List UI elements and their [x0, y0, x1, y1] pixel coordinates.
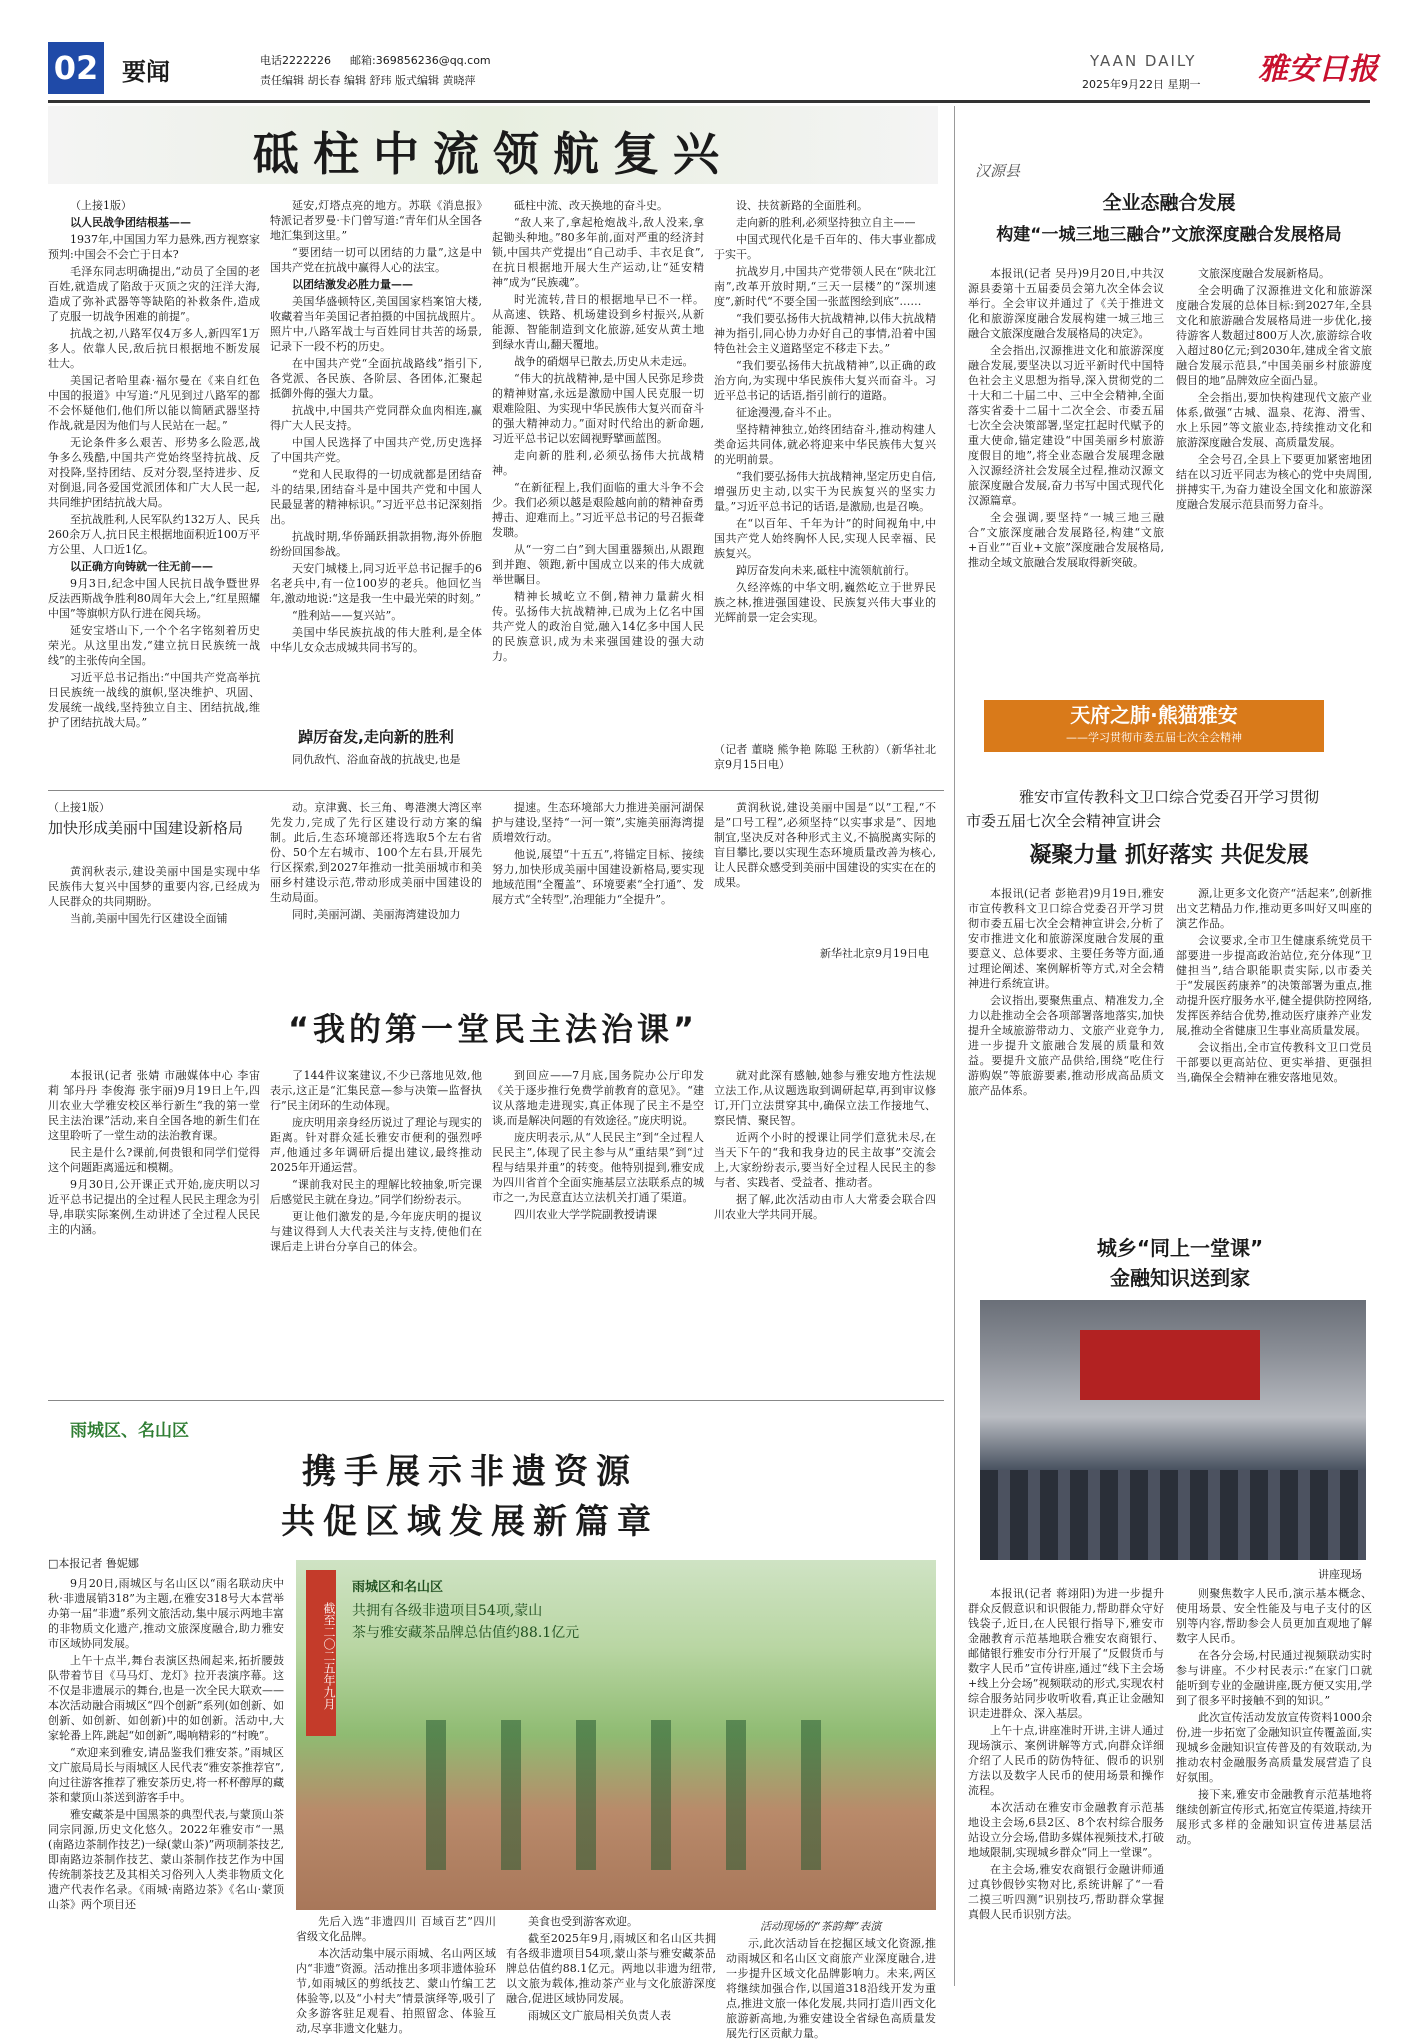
lead-c2-p: 抗战中,中国共产党同群众血肉相连,赢得广大人民支持。	[270, 404, 482, 432]
lead-subheading: 踔厉奋发,走向新的胜利	[298, 728, 454, 746]
lead-c1-p: 1937年,中国国力军力悬殊,西方视察家预判:中国会不会亡于日本?	[48, 233, 260, 261]
hanyuan-c2-p: 全会指出,要加快构建现代文旅产业体系,做强“古城、温泉、花海、滑雪、水上乐园”等文旅业态,持续推动文化和旅游深度融合发展、高质量发展。	[1176, 391, 1372, 449]
yucheng-c4-p: 示,此次活动旨在挖掘区域文化资源,推动雨城区和名山区文商旅产业深度融合,进一步提升区域文化品牌影响力。未来,两区将继续加强合作,以国道318沿线开发为重点,推进文旅一体化发展,共同打造川西文化旅游新高地,为雅安建设全省绿色高质量发展先行区贡献力量。	[726, 1937, 936, 2040]
bc-c3-p: 提速。生态环境部大力推进美丽河湖保护与建设,坚持“一河一策”,实施美丽海湾提质增效行动。	[492, 801, 704, 844]
bc-c2-p: 同时,美丽河湖、美丽海湾建设加力	[292, 908, 461, 921]
democracy-c2-p: “课前我对民主的理解比较抽象,听完课后感觉民主就在身边。”同学们纷纷表示。	[270, 1178, 482, 1206]
lead-col-4	[714, 198, 936, 738]
lead-c3-p: 从“一穷二白”到大国重器频出,从跟跑到并跑、领跑,新中国成立以来的伟大成就举世瞩目。	[492, 543, 704, 586]
dancers	[396, 1720, 836, 1870]
yucheng-c2-p: 先后入选“非遗四川 百域百艺”四川省级文化品牌。	[296, 1915, 496, 1943]
newspaper-logo: 雅安日报	[1258, 52, 1378, 87]
photo-badge: 截至二〇二五年九月	[306, 1570, 336, 1736]
lead-c1-p: 以人民战争团结根基——	[70, 216, 191, 229]
yucheng-c1-p: 9月20日,雨城区与名山区以“雨名联动庆中秋·非遗展销318”为主题,在雅安318号大本营举办第一届“非遗”系列文旅活动,集中展示两地丰富的非物质文化遗产,推动文旅深度融合,助力雅安市区域协同发展。	[48, 1577, 284, 1650]
lead-c2-p: 以团结激发必胜力量——	[292, 278, 413, 291]
lead-c4-p: “我们要弘扬伟大抗战精神,以伟大抗战精神为指引,同心协力办好自己的事情,沿着中国特色社会主义道路坚定不移走下去。”	[714, 312, 936, 355]
yucheng-col-3	[506, 1914, 716, 2022]
lead-c4-p: 久经淬炼的中华文明,巍然屹立于世界民族之林,推进强国建设、民族复兴伟大事业的光辉前景一定会实现。	[714, 581, 936, 624]
rural-title-2: 金融知识送到家	[1110, 1266, 1250, 1290]
bc-credit: 新华社北京9月19日电	[820, 947, 929, 960]
democracy-c4-p: 就对此深有感触,她参与雅安地方性法规立法工作,从议题选取到调研起草,再到审议修订,开门立法贯穿其中,确保立法工作接地气、察民情、聚民智。	[714, 1069, 936, 1127]
bc-title: 加快形成美丽中国建设新格局	[48, 819, 244, 837]
hanyuan-title-1: 全业态融合发展	[1102, 192, 1236, 214]
democracy-c4-p: 据了解,此次活动由市人大常委会联合四川农业大学共同开展。	[714, 1193, 936, 1221]
yucheng-title-2: 共促区域发展新篇章	[281, 1502, 659, 1542]
lead-c1-p: 9月3日,纪念中国人民抗日战争暨世界反法西斯战争胜利80周年大会上,“红星照耀中国”等旗帜方队行进在阅兵场。	[48, 577, 260, 620]
yucheng-byline: □本报记者 鲁妮娜	[48, 1557, 139, 1570]
democracy-c4-p: 近两个小时的授课让同学们意犹未尽,在当天下午的“我和我身边的民主故事”交流会上,大家纷纷表示,要当好全过程人民民主的参与者、实践者、受益者、推动者。	[714, 1131, 936, 1189]
lead-c4-p: “我们要弘扬伟大抗战精神,坚定历史自信,增强历史主动,以实干为民族复兴的坚实力量。”习近平总书记的话语,是激励,也是召唤。	[714, 470, 936, 513]
rural-c1-p: 在主会场,雅安农商银行金融讲师通过真钞假钞实物对比,系统讲解了“一看二摸三听四测”识别技巧,帮助群众掌握真假人民币识别方法。	[968, 1863, 1164, 1921]
issue-date: 2025年9月22日 星期一	[1082, 78, 1201, 91]
hanyuan-col-1	[968, 266, 1164, 668]
yucheng-c1-p: “欢迎来到雅安,请品鉴我们雅安茶。”雨城区文广旅局局长与雨城区人民代表“雅安茶推荐官”,向过往游客推荐了雅安茶历史,将一杯杯醇厚的藏茶和蒙顶山茶送到游客手中。	[48, 1746, 284, 1804]
email: 邮箱:369856236@qq.com	[350, 54, 491, 67]
lead-c3-p: 砥柱中流、改天换地的奋斗史。	[514, 199, 668, 212]
audience-rows	[980, 1470, 1366, 1560]
rural-c2-p: 接下来,雅安市金融教育示范基地将继续创新宣传形式,拓宽宣传渠道,持续开展形式多样的金融知识宣传进基层活动。	[1176, 1788, 1372, 1846]
democracy-col-1	[48, 1068, 260, 1396]
lead-c4-p: 坚持精神独立,始终团结奋斗,推动构建人类命运共同体,就必将迎来中华民族伟大复兴的光明前景。	[714, 423, 936, 466]
rural-c2-p: 在各分会场,村民通过视频联动实时参与讲座。不少村民表示:“在家门口就能听到专业的金融讲座,既方便又实用,学到了很多平时接触不到的知识。”	[1176, 1649, 1372, 1707]
democracy-c1-p: 本报讯(记者 张婧 市融媒体中心 李宙莉 邹丹丹 李俊海 张宇丽)9月19日上午,四川农业大学雅安校区举行新生“我的第一堂民主法治课”活动,来自全国各地的新生们在这里聆听了一堂生动的法治教育课。	[48, 1069, 260, 1142]
propaganda-c2-p: 会议指出,全市宣传教科文卫口党员干部要以更高站位、更实举措、更强担当,确保全会精神在雅安落地见效。	[1176, 1041, 1372, 1084]
lead-c1-p: 无论条件多么艰苦、形势多么险恶,战争多么残酷,中国共产党始终坚持抗战、反对投降,坚持团结、反对分裂,坚持进步、反对倒退,同各爱国党派团体和广大人民一起,共同维护团结抗战大局。	[48, 436, 260, 509]
banner-subtitle: ——学习贯彻市委五届七次全会精神	[1066, 731, 1242, 744]
lead-c3-p: 走向新的胜利,必须弘扬伟大抗战精神。	[492, 449, 704, 477]
lead-c4-p: “我们要弘扬伟大抗战精神”,以正确的政治方向,为实现中华民族伟大复兴而奋斗。习近平总书记的话语,指引前行的道路。	[714, 359, 936, 402]
bc-col-1	[48, 864, 260, 964]
lead-col-1	[48, 198, 260, 773]
lead-c2-p: 天安门城楼上,同习近平总书记握手的6名老兵中,有一位100岁的老兵。他回忆当年,激动地说:“这是我一生中最光荣的时刻。”	[270, 562, 482, 605]
lead-c3-p: 战争的硝烟早已散去,历史从未走远。	[514, 355, 694, 368]
lead-c4-p: 中国式现代化是千百年的、伟大事业都成于实干。	[714, 233, 936, 261]
lead-title: 砥柱中流领航复兴	[253, 127, 733, 181]
lead-c3-p: “敌人来了,拿起枪炮战斗,敌人没来,拿起锄头种地。”80多年前,面对严重的经济封锁,中国共产党提出“自己动手、丰衣足食”,在抗日根据地开展大生产运动,让“延安精神”成为“民族魂”。	[492, 216, 704, 289]
page-number-badge: 02	[48, 42, 104, 94]
democracy-c2-p: 庞庆明用亲身经历说过了理论与现实的距离。针对群众延长雅安市便利的强烈呼声,他通过多年调研后提出建议,最终推动2025年开通运营。	[270, 1116, 482, 1174]
lead-credit: （记者 董晓 熊争艳 陈聪 王秋韵）（新华社北京9月15日电）	[714, 743, 936, 771]
lead-c1-p: 毛泽东同志明确提出,“动员了全国的老百姓,就造成了陷敌于灭顶之灾的汪洋大海,造成了弥补武器等等缺陷的补救条件,造成了克服一切战争困难的前提”。	[48, 265, 260, 323]
hanyuan-c1-p: 全会强调,要坚持“一城三地三融合”文旅深度融合发展路径,构建“文旅+百业”“百业+文旅”深度融合发展格局,推动全域文旅融合发展取得新突破。	[968, 511, 1164, 569]
yucheng-col-4	[726, 1936, 936, 2040]
lead-c2-p: 抗战时期,华侨踊跃捐款捐物,海外侨胞纷纷回国参战。	[270, 530, 482, 558]
bc-col-4	[714, 800, 936, 940]
democracy-c2-p: 了144件议案建议,不少已落地见效,他表示,这正是“汇集民意—参与决策—监督执行”民主闭环的生动体现。	[270, 1069, 482, 1112]
photo-line-1: 共拥有各级非遗项目54项,蒙山	[352, 1603, 543, 1619]
yucheng-c1-p: 雅安藏茶是中国黑茶的典型代表,与蒙顶山茶同宗同源,历史文化悠久。2022年雅安市“一黑(南路边茶制作技艺)一绿(蒙山茶)”两项制茶技艺,即南路边茶制作技艺、蒙山茶制作技艺作为中国传统制茶技艺及其相关习俗列入人类非物质文化遗产代表作名录。《雨城·南路边茶》《名山·蒙顶山茶》两个项目还	[48, 1808, 284, 1911]
lead-c2-p: 美国中华民族抗战的伟大胜利,是全体中华儿女众志成城共同书写的。	[270, 626, 482, 654]
propaganda-pretitle-2: 市委五届七次全会精神宣讲会	[966, 812, 1162, 830]
lead-c1-p: 习近平总书记指出:“中国共产党高举抗日民族统一战线的旗帜,坚决维护、巩固、发展统一战线,坚持独立自主、团结抗战,维护了团结抗战大局。”	[48, 671, 260, 729]
lead-c4-p: 征途漫漫,奋斗不止。	[736, 406, 839, 419]
democracy-c1-p: 民主是什么?课前,何贵银和同学们觉得这个问题距离遥远和模糊。	[48, 1146, 260, 1174]
lead-c3-p: 精神长城屹立不倒,精神力量薪火相传。弘扬伟大抗战精神,已成为上亿名中国共产党人的政治自觉,融入14亿多中国人民的民族意识,成为未来强国建设的强大动力。	[492, 590, 704, 663]
rural-c1-p: 本报讯(记者 蒋翊阳)为进一步提升群众反假意识和识假能力,帮助群众守好钱袋子,近日,在人民银行指导下,雅安市金融教育示范基地联合雅安农商银行、邮储银行雅安市分行开展了“反假货币与数字人民币”宣传讲座,通过“线下主会场+线上分会场”视频联动的形式,实现农村综合服务站同步收听收看,真正让金融知识走进群众、深入基层。	[968, 1587, 1164, 1720]
lead-c1-p: 以正确方向铸就一往无前——	[70, 560, 213, 573]
lead-c2-p: 美国华盛顿特区,美国国家档案馆大楼,收藏着当年美国记者拍摄的中国抗战照片。照片中,八路军战士与百姓同甘共苦的场景,记录下一段不朽的历史。	[270, 295, 482, 353]
banner-title: 天府之肺·熊猫雅安	[1070, 703, 1238, 727]
editors: 责任编辑 胡长春 编辑 舒玮 版式编辑 黄晓萍	[260, 74, 476, 87]
democracy-c3-p: 庞庆明表示,从“人民民主”到“全过程人民民主”,体现了民主参与从“重结果”到“过程与结果并重”的转变。他特别提到,雅安成为四川省首个全面实施基层立法联系点的城市之一,为民意直达立法机关打通了渠道。	[492, 1131, 704, 1204]
daily-en: YAAN DAILY	[1090, 52, 1197, 70]
democracy-c2-p: 更让他们激发的是,今年庞庆明的提议与建议得到人大代表关注与支持,使他们在课后走上讲台分享自己的体会。	[270, 1210, 482, 1253]
section-rule	[48, 1400, 944, 1401]
lead-c4-p: 抗战岁月,中国共产党带领人民在“陕北江南”,改革开放时期,“三天一层楼”的“深圳速度”,新时代“不要全国一张蓝图绘到底”……	[714, 265, 936, 308]
section-rule	[48, 790, 944, 791]
hanyuan-c1-p: 本报讯(记者 吴丹)9月20日,中共汉源县委第十五届委员会第九次全体会议举行。全会审议并通过了《关于推进文化和旅游深度融合发展构建一城三地三融合文旅深度融合发展格局的决定》。	[968, 267, 1164, 340]
rural-c2-p: 则聚焦数字人民币,演示基本概念、使用场景、安全性能及与电子支付的区别等内容,帮助参会人员更加直观地了解数字人民币。	[1176, 1587, 1372, 1645]
yucheng-c3-p: 截至2025年9月,雨城区和名山区共拥有各级非遗项目54项,蒙山茶与雅安藏茶品牌总估值约88.1亿元。两地以非遗为纽带,以文旅为载体,推动茶产业与文化旅游深度融合,促进区域协同发展。	[506, 1932, 716, 2005]
lead-c2-tail-p: 同仇敌忾、浴血奋战的抗战史,也是	[292, 753, 461, 766]
hanyuan-c2-p: 全会号召,全县上下要更加紧密地团结在以习近平同志为核心的党中央周围,拼搏实干,为奋力建设全国文化和旅游深度融合发展示范县而努力奋斗。	[1176, 453, 1372, 511]
rural-c1-p: 本次活动在雅安市金融教育示范基地设主会场,6县2区、8个农村综合服务站设立分会场,借助多媒体视频技术,打破地域限制,实现城乡群众“同上一堂课”。	[968, 1801, 1164, 1859]
yucheng-col-1	[48, 1576, 284, 1990]
hanyuan-tag: 汉源县	[975, 162, 1021, 180]
lead-c4-p: 在“以百年、千年为计”的时间视角中,中国共产党人始终胸怀人民,实现人民幸福、民族复兴。	[714, 517, 936, 560]
lead-c2-p: 中国人民选择了中国共产党,历史选择了中国共产党。	[270, 436, 482, 464]
democracy-c3-p: 到回应——7月底,国务院办公厅印发《关于逐步推行免费学前教育的意见》。“建议从落地走进现实,真正体现了民主不是空谈,而是解决问题的有效途径。”庞庆明说。	[492, 1069, 704, 1127]
phone: 电话2222226	[260, 54, 331, 67]
masthead-rule	[48, 100, 1370, 103]
democracy-col-2	[270, 1068, 482, 1396]
yucheng-tag: 雨城区、名山区	[70, 1421, 189, 1441]
yucheng-c3-p: 美食也受到游客欢迎。	[528, 1915, 638, 1928]
bc-col-2	[270, 800, 482, 964]
projection-screen	[1080, 1330, 1260, 1400]
lead-c4-p: 踔厉奋发向未来,砥柱中流领航前行。	[736, 564, 916, 577]
propaganda-pretitle-1: 雅安市宣传教科文卫口综合党委召开学习贯彻	[1018, 788, 1319, 806]
lead-c2-p: “要团结一切可以团结的力量”,这是中国共产党在抗战中赢得人心的法宝。	[270, 246, 482, 274]
bc-col-3	[492, 800, 704, 964]
lead-col-2-tail	[270, 752, 482, 770]
propaganda-col-1	[968, 886, 1164, 1186]
lead-c1-p: （上接1版）	[70, 199, 132, 212]
panda-banner	[984, 700, 1324, 752]
lead-c1-p: 美国记者哈里森·福尔曼在《来自红色中国的报道》中写道:“凡见到过八路军的都不会怀疑他们,他们所以能以简陋武器坚持作战,就是因为他们与人民站在一起。”	[48, 374, 260, 432]
lead-c4-p: 走向新的胜利,必须坚持独立自主——	[736, 216, 916, 229]
lead-c4-p: 设、扶贫新路的全面胜利。	[736, 199, 868, 212]
rural-title-1: 城乡“同上一堂课”	[1096, 1236, 1264, 1260]
propaganda-col-2	[1176, 886, 1372, 1186]
tea-dance-photo	[296, 1560, 936, 1910]
democracy-c1-p: 9月30日,公开课正式开始,庞庆明以习近平总书记提出的全过程人民民主理念为引导,串联实际案例,生动讲述了全过程人民民主的内涵。	[48, 1178, 260, 1236]
rural-col-2	[1176, 1586, 1372, 1990]
bc-c3-p: 他说,展望“十五五”,将锚定目标、接续努力,加快形成美丽中国建设新格局,要实现地域范围“全覆盖”、环境要素“全打通”、发展方式“全转型”,治理能力“全提升”。	[492, 848, 704, 906]
lecture-photo	[980, 1300, 1366, 1560]
hanyuan-c2-p: 全会明确了汉源推进文化和旅游深度融合发展的总体目标:到2027年,全县文化和旅游融合发展格局进一步优化,接待游客人数超过800万人次,旅游综合收入超过80亿元;到2030年,建成全省文旅融合发展示范县,“中国美丽乡村旅游度假目的地”品牌效应全面凸显。	[1176, 284, 1372, 387]
vertical-divider	[954, 106, 955, 1986]
photo-line-2: 茶与雅安藏茶品牌总估值约88.1亿元	[352, 1625, 580, 1641]
lead-c1-p: 抗战之初,八路军仅4万多人,新四军1万多人。依靠人民,敌后抗日根据地不断发展壮大。	[48, 327, 260, 370]
yucheng-col-2	[296, 1914, 496, 2035]
democracy-c3-p: 四川农业大学学院副教授请课	[514, 1208, 657, 1221]
section-title: 要闻	[122, 58, 170, 86]
hanyuan-c2-p: 文旅深度融合发展新格局。	[1198, 267, 1330, 280]
hanyuan-c1-p: 全会指出,汉源推进文化和旅游深度融合发展,要坚决以习近平新时代中国特色社会主义思想为指导,深入贯彻党的二十大和二十届二中、三中全会精神,全面落实省委十二届十二次全会、市委五届七次全会决策部署,坚定扛起时代赋予的重大使命,锚定建设“中国美丽乡村旅游度假目的地”,将全业态融合发展理念融入汉源经济社会发展全过程,推动汉源文旅深度融合发展,奋力书写中国式现代化汉源篇章。	[968, 344, 1164, 507]
lead-c2-p: “胜利站——复兴站”。	[292, 609, 403, 622]
bc-c1-p: 当前,美丽中国先行区建设全面铺	[70, 912, 228, 925]
rural-col-1	[968, 1586, 1164, 1990]
bc-c4-p: 黄润秋说,建设美丽中国是“以”工程,“不是”口号工程”,必须坚持“以实事求是”、因地制宜,坚决反对各种形式主义,不搞脱离实际的盲目攀比,要以实现生态环境质量改善为核心,让人民群众感受到美丽中国建设的实实在在的成果。	[714, 801, 936, 889]
yucheng-c3-p: 雨城区文广旅局相关负责人表	[528, 2009, 671, 2022]
rural-c2-p: 此次宣传活动发放宣传资料1000余份,进一步拓宽了金融知识宣传覆盖面,实现城乡金融知识宣传普及的有效联动,为推动农村金融服务高质量发展营造了良好氛围。	[1176, 1711, 1372, 1784]
photo-org: 雨城区和名山区	[352, 1580, 444, 1595]
propaganda-c2-p: 源,让更多文化资产“活起来”,创新推出文艺精品力作,推动更多叫好又叫座的演艺作品。	[1176, 887, 1372, 930]
lecture-photo-caption: 讲座现场	[1318, 1568, 1362, 1581]
bc-c1-p: 黄润秋表示,建设美丽中国是实现中华民族伟大复兴中国梦的重要内容,已经成为人民群众的共同期盼。	[48, 865, 260, 908]
lead-c3-p: 时光流转,昔日的根据地早已不一样。从高速、铁路、机场建设到乡村振兴,从新能源、智能制造到文化旅游,延安从黄土地到绿水青山,翻天覆地。	[492, 293, 704, 351]
lead-col-2	[270, 198, 482, 718]
lead-c2-p: 延安,灯塔点亮的地方。苏联《消息报》特派记者罗曼·卡门曾写道:“青年们从全国各地汇集到这里。”	[270, 199, 482, 242]
propaganda-c1-p: 会议指出,要聚焦重点、精准发力,全力以赴推动全会各项部署落地落实,加快提升全域旅游带动力、文旅产业竞争力,进一步提升文旅融合发展的质量和效益。要提升文旅产品供给,围绕“吃住行游购娱”等旅游要素,推动形成高品质文旅产品体系。	[968, 994, 1164, 1097]
propaganda-c2-p: 会议要求,全市卫生健康系统党员干部要进一步提高政治站位,充分体现“卫健担当”,结合职能职责实际,以市委关于“发展医药康养”的决策部署为重点,推动提升医疗服务水平,健全提供防控网络,发挥医养结合优势,推动医疗康养产业发展,推动全省健康卫生事业高质量发展。	[1176, 934, 1372, 1037]
lead-col-3	[492, 198, 704, 773]
propaganda-c1-p: 本报讯(记者 彭艳君)9月19日,雅安市宣传教科文卫口综合党委召开学习贯彻市委五届七次全会精神宣讲会,分析了安市推进文化和旅游深度融合发展的重要意义、总体要求、主要任务等方面,通过理论阐述、案例解析等方式,对全会精神进行系统宣讲。	[968, 887, 1164, 990]
democracy-title: “我的第一堂民主法治课”	[287, 1010, 699, 1048]
yucheng-title-1: 携手展示非遗资源	[302, 1452, 638, 1492]
democracy-col-3	[492, 1068, 704, 1396]
rural-c1-p: 上午十点,讲座准时开讲,主讲人通过现场演示、案例讲解等方式,向群众详细介绍了人民币的防伪特征、假币的识别方法以及数字人民币的使用场景和操作流程。	[968, 1724, 1164, 1797]
democracy-col-4	[714, 1068, 936, 1396]
propaganda-title: 凝聚力量 抓好落实 共促发展	[1029, 843, 1309, 868]
tea-photo-caption: 活动现场的“茶韵舞”表演	[760, 1920, 882, 1933]
bc-c2-p: 动。京津冀、长三角、粤港澳大湾区率先发力,完成了先行区建设行动方案的编制。此后,生态环境部还将选取5个左右省份、50个左右城市、100个左右县,开展先行区探索,到2027年推动一批美丽城市和美丽乡村建设示范,带动形成美丽中国建设的生动局面。	[270, 801, 482, 904]
lead-c2-p: 在中国共产党“全面抗战路线”指引下,各党派、各民族、各阶层、各团体,汇聚起抵御外侮的强大力量。	[270, 357, 482, 400]
hanyuan-title-2: 构建“一城三地三融合”文旅深度融合发展格局	[996, 225, 1342, 245]
lead-c3-p: “伟大的抗战精神,是中国人民弥足珍贵的精神财富,永远是激励中国人民克服一切艰难险阻、为实现中华民族伟大复兴而奋斗的强大精神动力。”面对时代给出的新命题,习近平总书记以宏阔视野擘画蓝图。	[492, 372, 704, 445]
lead-c1-p: 至抗战胜利,人民军队约132万人、民兵260余万人,抗日民主根据地面积近100万平方公里、人口近1亿。	[48, 513, 260, 556]
yucheng-c2-p: 本次活动集中展示雨城、名山两区域内“非遗”资源。活动推出多项非遗体验环节,如雨城区的剪纸技艺、蒙山竹编工艺体验等,以及“小村夫”情景演绎等,吸引了众多游客驻足观看、拍照留念、体验互动,尽享非遗文化魅力。	[296, 1947, 496, 2035]
lead-c3-p: “在新征程上,我们面临的重大斗争不会少。我们必须以越是艰险越向前的精神奋勇搏击、迎难而上。”习近平总书记的号召振聋发聩。	[492, 481, 704, 539]
hanyuan-col-2	[1176, 266, 1372, 668]
bc-intro: （上接1版）	[48, 801, 110, 814]
lead-c2-p: “党和人民取得的一切成就都是团结奋斗的结果,团结奋斗是中国共产党和中国人民最显著的精神标识。”习近平总书记深刻指出。	[270, 468, 482, 526]
yucheng-c1-p: 上午十点半,舞台表演区热闹起来,拓折腰鼓队带着节目《马马灯、龙灯》拉开表演序幕。这不仅是非遗展示的舞台,也是一次全民大联欢——本次活动融合雨城区“四个创新”系列(如创新、如创新、如创新、如创新)中的如创新。活动中,大家轮番上阵,跳起“如创新”,喝响精彩的“村晚”。	[48, 1654, 284, 1742]
lead-c1-p: 延安宝塔山下,一个个名字铭刻着历史荣光。从这里出发,“建立抗日民族统一战线”的主张传向全国。	[48, 624, 260, 667]
